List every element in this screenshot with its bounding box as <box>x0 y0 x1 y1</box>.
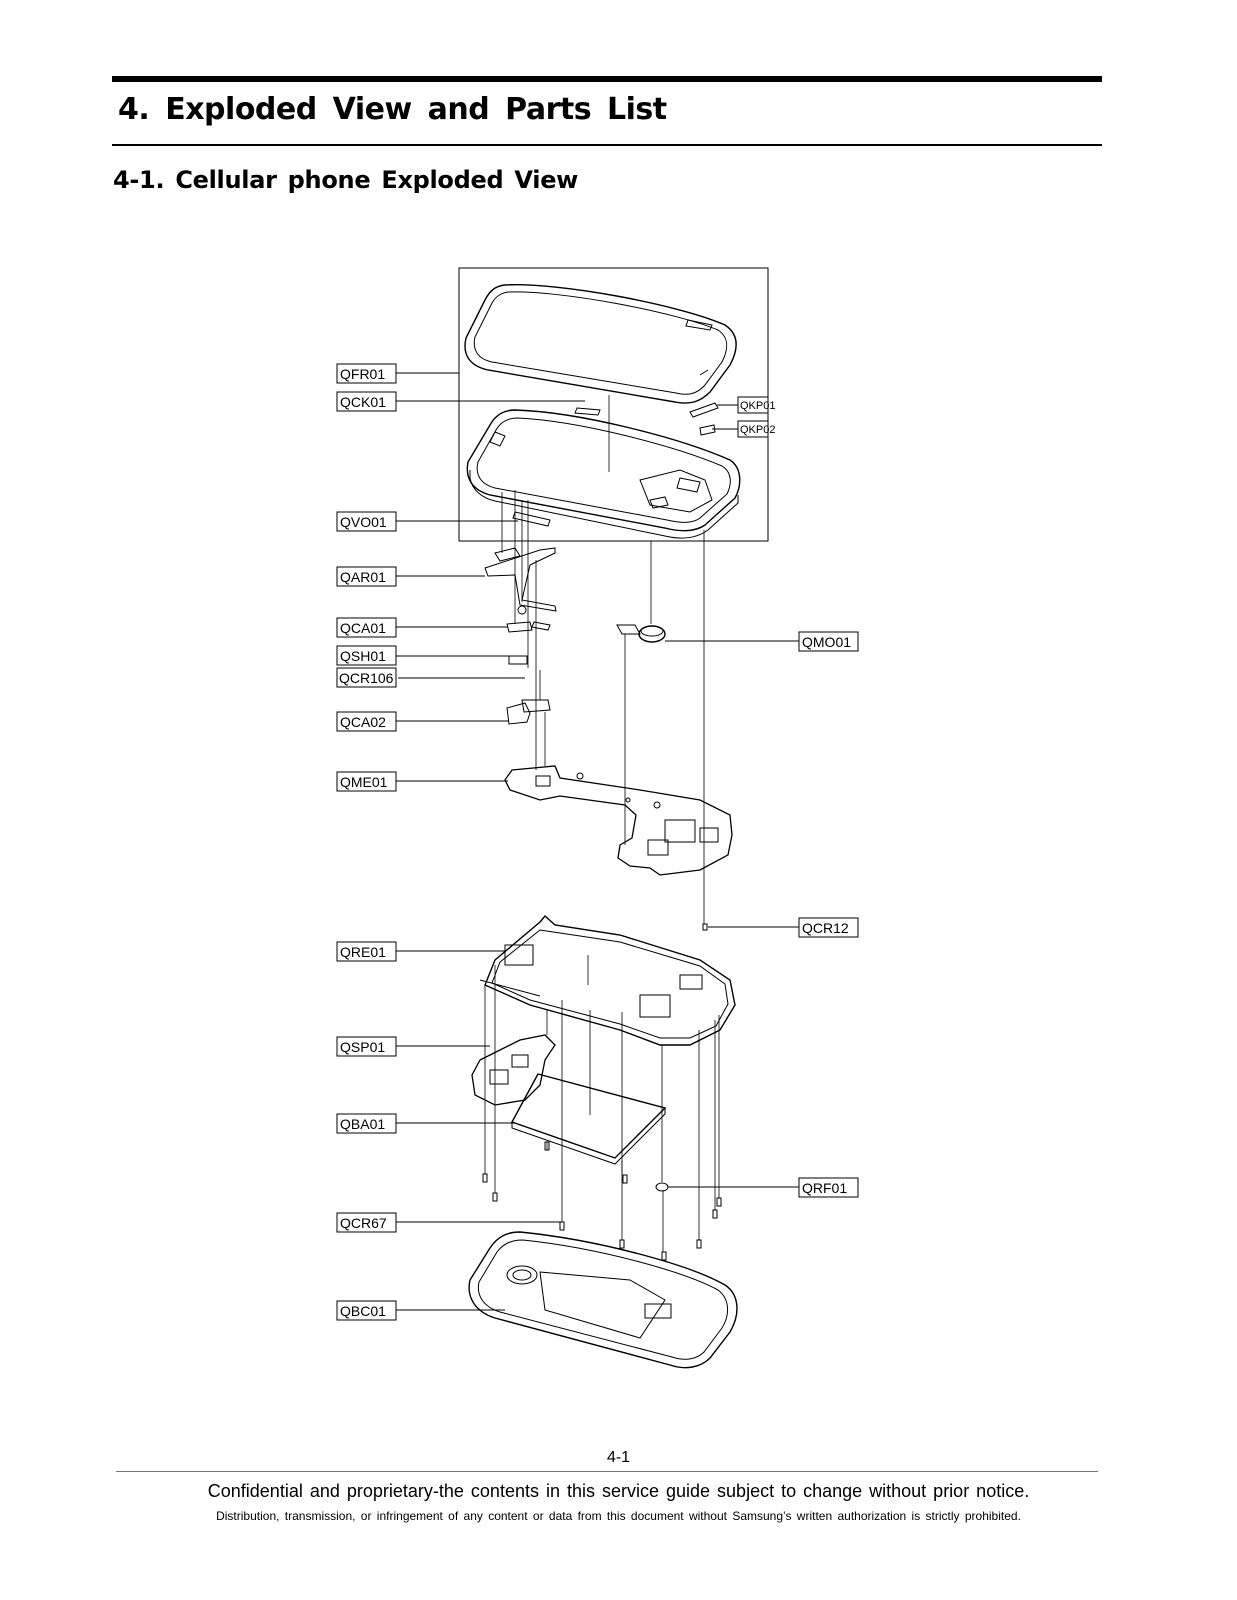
page-title: 4. Exploded View and Parts List <box>118 92 667 127</box>
part-label-qsp01: QSP01 <box>340 1039 386 1055</box>
battery-drawing <box>512 1074 665 1164</box>
part-label-qvo01: QVO01 <box>340 514 387 530</box>
part-label-qar01: QAR01 <box>340 569 386 585</box>
rear-housing-drawing <box>480 916 735 1045</box>
audio-flex-drawing <box>485 548 556 611</box>
part-label-qsh01: QSH01 <box>340 648 386 664</box>
leader-lines <box>396 373 799 1310</box>
front-housing-drawing <box>467 403 739 538</box>
assembly-guide-lines <box>485 395 719 1252</box>
section-title: 4-1. Cellular phone Exploded View <box>113 166 579 194</box>
main-pcb-drawing <box>505 766 732 875</box>
part-label-qbc01: QBC01 <box>340 1303 386 1319</box>
part-label-qck01: QCK01 <box>340 394 386 410</box>
part-label-qme01: QME01 <box>340 774 388 790</box>
footer-rule <box>116 1471 1098 1472</box>
footer-notice: Confidential and proprietary-the contents in this service guide subject to change without prior notice. <box>207 1481 1030 1501</box>
back-cover-drawing <box>469 1232 737 1368</box>
footer-distribution: Distribution, transmission, or infringement of any content or data from this document without Samsung’s written authorization is strictly prohibited. <box>216 1509 1021 1523</box>
part-label-qkp01: QKP01 <box>740 400 776 412</box>
screws-drawing <box>483 924 721 1260</box>
page-number: 4-1 <box>606 1449 631 1466</box>
part-label-qfr01: QFR01 <box>340 366 386 382</box>
part-label-qba01: QBA01 <box>340 1116 386 1132</box>
part-label-qmo01: QMO01 <box>802 634 852 650</box>
part-label-qca02: QCA02 <box>340 714 386 730</box>
part-label-qcr106: QCR106 <box>339 670 394 686</box>
part-label-qcr12: QCR12 <box>802 920 849 936</box>
front-window-drawing <box>465 285 736 403</box>
part-label-qcr67: QCR67 <box>340 1215 387 1231</box>
part-label-qrf01: QRF01 <box>802 1180 848 1196</box>
vibration-motor-drawing <box>617 625 665 642</box>
part-label-qkp02: QKP02 <box>740 424 776 436</box>
part-label-qre01: QRE01 <box>340 944 386 960</box>
camera-flex-drawing <box>507 606 550 724</box>
part-label-qca01: QCA01 <box>340 620 386 636</box>
